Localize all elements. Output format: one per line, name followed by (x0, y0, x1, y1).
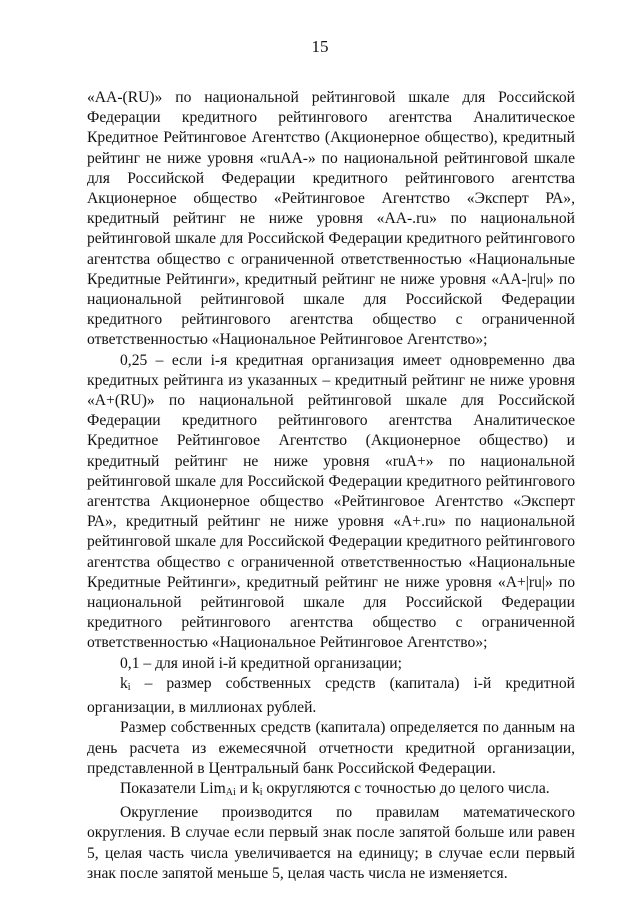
conjunction: и (239, 779, 249, 797)
k-symbol-inline: k (251, 779, 260, 797)
k-subscript-inline: i (259, 786, 263, 798)
page-number: 15 (311, 37, 329, 56)
paragraph-coefficient-025: 0,25 – если i-я кредитная организация имеет одновременно два кредитных рейтинга из указанных – кредитный рейтинг не ниже уровня «A+(RU)» по национальной рейтинговой шкале для Российской Федерации кредитного рейтингового агентства Аналитическое Кредитное Рейтинговое Агентство (Акционерное общество) и кредитный рейтинг не ниже уровня «ruA+» по национальной рейтинговой шкале для Российской Федерации кредитного рейтингового агентства Акционерное общество «Рейтинговое Агентство «Эксперт РА», кредитный рейтинг не ниже уровня «A+.ru» по национальной рейтинговой шкале для Российской Федерации кредитного рейтингового агентства общество с ограниченной ответственностью «Национальные Кредитные Рейтинги», кредитный рейтинг не ниже уровня «A+|ru|» по национальной рейтинговой шкале для Российской Федерации кредитного рейтингового агентства общество с ограниченной ответственностью «Национальное Рейтинговое Агентство»; (87, 351, 575, 652)
indicators-prefix: Показатели (120, 779, 196, 797)
paragraph-aa-ratings: «AA-(RU)» по национальной рейтинговой шкале для Российской Федерации кредитного рейтингового агентства Аналитическое Кредитное Рейтинговое Агентство (Акционерное общество), кредитный рейтинг не ниже уровня «ruAA-» по национальной рейтинговой шкале для Российской Федерации кредитного рейтингового агентства Акционерное общество «Рейтинговое Агентство «Эксперт РА», кредитный рейтинг не ниже уровня «AA-.ru» по национальной рейтинговой шкале для Российской Федерации кредитного рейтингового агентства общество с ограниченной ответственностью «Национальные Кредитные Рейтинги», кредитный рейтинг не ниже уровня «AA-|ru|» по национальной рейтинговой шкале для Российской Федерации кредитного рейтингового агентства общество с ограниченной ответственностью «Национальное Рейтинговое Агентство»; (87, 89, 575, 349)
paragraph-capital-determination: Размер собственных средств (капитала) определяется по данным на день расчета из ежемесячной отчетности кредитной организации, представленной в Центральный банк Российской Федерации. (87, 719, 575, 777)
document-body (87, 88, 575, 884)
paragraph-rounding-indicators (87, 779, 575, 803)
lim-subscript: Ai (225, 786, 236, 798)
paragraph-k-definition (87, 674, 575, 718)
paragraph-coefficient-01: 0,1 – для иной i-й кредитной организации; (120, 654, 402, 672)
paragraph-rounding-rules: Округление производится по правилам математического округления. В случае если первый знак после запятой больше или равен 5, целая часть числа увеличивается на единицу; в случае если первый знак после запятой меньше 5, целая часть числа не изменяется. (87, 804, 575, 882)
lim-symbol: Lim (199, 779, 226, 797)
k-subscript: i (127, 681, 131, 693)
k-definition-text: – размер собственных средств (капитала) i-й кредитной организации, в миллионах рублей. (87, 674, 575, 717)
k-symbol: k (120, 674, 128, 692)
rounding-indicators-text: округляются с точностью до целого числа. (266, 779, 550, 797)
